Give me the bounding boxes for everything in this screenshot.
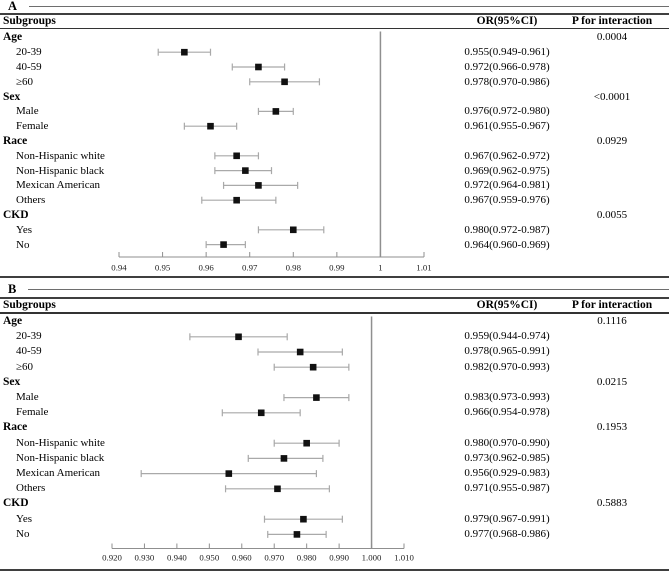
row-label: Others (16, 482, 46, 495)
point-estimate-marker (303, 439, 310, 446)
panel-b-label-rule (28, 289, 669, 290)
point-estimate-marker (258, 409, 265, 416)
or-ci-value: 0.982(0.970-0.993) (464, 360, 550, 373)
or-ci-value: 0.983(0.973-0.993) (464, 391, 550, 404)
p-interaction-value: 0.1116 (597, 315, 627, 328)
forest-plot-b (0, 314, 669, 569)
x-tick-label: 0.94 (111, 262, 127, 273)
x-tick-label: 0.99 (329, 262, 345, 273)
panel-b-label-row (0, 278, 669, 297)
row-label: Sex (3, 90, 21, 103)
panel-a-column-headers (0, 15, 669, 28)
or-ci-value: 0.967(0.959-0.976) (464, 194, 550, 207)
row-label: Non-Hispanic black (16, 164, 105, 177)
row-label: Female (16, 406, 49, 419)
or-ci-value: 0.956(0.929-0.983) (464, 467, 550, 480)
row-label: 20-39 (16, 330, 42, 343)
or-ci-value: 0.961(0.955-0.967) (464, 120, 550, 133)
point-estimate-marker (220, 241, 227, 248)
point-estimate-marker (290, 227, 297, 234)
or-ci-value: 0.972(0.966-0.978) (464, 60, 550, 73)
row-label: Mexican American (16, 179, 100, 192)
x-tick-label: 0.95 (154, 262, 171, 273)
row-label: Female (16, 120, 49, 133)
or-ci-value: 0.980(0.970-0.990) (464, 436, 550, 449)
point-estimate-marker (235, 333, 242, 340)
row-label: No (16, 527, 30, 540)
or-ci-value: 0.971(0.955-0.987) (464, 482, 550, 495)
x-tick-label: 0.98 (285, 262, 301, 273)
row-label: 20-39 (16, 46, 42, 59)
point-estimate-marker (255, 182, 262, 189)
x-tick-label: 0.990 (329, 552, 350, 562)
point-estimate-marker (274, 485, 281, 492)
row-label: Others (16, 194, 46, 207)
subgroups-header: Subgroups (3, 15, 56, 28)
or-ci-value: 0.972(0.964-0.981) (464, 179, 550, 192)
x-tick-label: 1.000 (361, 552, 382, 562)
or-ci-value: 0.955(0.949-0.961) (464, 46, 550, 59)
point-estimate-marker (255, 64, 262, 71)
panel-a-label: A (8, 0, 18, 14)
panel-a-label-rule (29, 6, 669, 7)
p-interaction-header: P for interaction (571, 299, 653, 312)
row-label: Non-Hispanic white (16, 149, 105, 162)
panel-b-label: B (8, 281, 17, 296)
or-ci-value: 0.967(0.962-0.972) (464, 149, 550, 162)
row-label: ≥60 (16, 360, 34, 373)
p-interaction-value: 0.0215 (596, 375, 628, 388)
point-estimate-marker (310, 363, 317, 370)
subgroups-header: Subgroups (3, 299, 56, 312)
or-ci-value: 0.980(0.972-0.987) (464, 223, 550, 236)
p-interaction-value: 0.0055 (596, 208, 628, 221)
row-label: Yes (16, 512, 33, 525)
p-interaction-value: 0.5883 (596, 497, 628, 510)
point-estimate-marker (273, 108, 280, 115)
point-estimate-marker (207, 123, 214, 130)
row-label: CKD (3, 208, 29, 221)
x-tick-label: 0.920 (102, 552, 122, 562)
or-ci-value: 0.976(0.972-0.980) (464, 105, 550, 118)
or-ci-value: 0.977(0.968-0.986) (464, 527, 550, 540)
x-tick-label: 1.01 (416, 262, 432, 273)
x-tick-label: 1.010 (394, 552, 414, 562)
panel-a (0, 0, 669, 278)
point-estimate-marker (281, 79, 288, 86)
row-label: Race (3, 421, 28, 434)
point-estimate-marker (294, 531, 301, 538)
row-label: Yes (16, 223, 33, 236)
point-estimate-marker (181, 49, 188, 56)
point-estimate-marker (297, 348, 304, 355)
row-label: Age (3, 31, 23, 44)
row-label: 40-59 (16, 345, 42, 358)
x-tick-label: 0.96 (198, 262, 214, 273)
panel-a-label-row (0, 0, 669, 13)
row-label: Male (16, 391, 39, 404)
point-estimate-marker (233, 197, 240, 204)
x-tick-label: 0.970 (264, 552, 285, 562)
or-ci-value: 0.979(0.967-0.991) (464, 512, 550, 525)
forest-plot-canvas (0, 29, 669, 276)
row-label: 40-59 (16, 60, 42, 73)
forest-plot-a (0, 29, 669, 276)
panel-b-bottom-rule (0, 569, 669, 571)
p-interaction-value: 0.0929 (596, 134, 628, 147)
row-label: Mexican American (16, 467, 100, 480)
row-label: Non-Hispanic black (16, 451, 105, 464)
point-estimate-marker (313, 394, 320, 401)
p-interaction-header: P for interaction (571, 15, 653, 28)
or-ci-value: 0.964(0.960-0.969) (464, 238, 550, 251)
row-label: Male (16, 105, 39, 118)
row-label: No (16, 238, 30, 251)
row-label: CKD (3, 497, 29, 510)
point-estimate-marker (226, 470, 233, 477)
or-ci-value: 0.973(0.962-0.985) (464, 451, 550, 464)
x-tick-label: 0.960 (231, 552, 252, 562)
or-ci-value: 0.978(0.965-0.991) (464, 345, 550, 358)
or-ci-value: 0.966(0.954-0.978) (464, 406, 550, 419)
x-tick-label: 1 (378, 262, 383, 273)
or-ci-header: OR(95%CI) (476, 15, 538, 28)
point-estimate-marker (233, 153, 240, 160)
or-ci-value: 0.959(0.944-0.974) (464, 330, 550, 343)
or-ci-value: 0.969(0.962-0.975) (464, 164, 550, 177)
x-tick-label: 0.980 (296, 552, 317, 562)
x-tick-label: 0.930 (134, 552, 155, 562)
row-label: Sex (3, 375, 21, 388)
point-estimate-marker (242, 167, 249, 174)
or-ci-value: 0.978(0.970-0.986) (464, 75, 550, 88)
forest-plot-canvas (0, 314, 669, 569)
point-estimate-marker (300, 515, 307, 522)
row-label: Race (3, 134, 28, 147)
row-label: Non-Hispanic white (16, 436, 105, 449)
p-interaction-value: <0.0001 (593, 90, 631, 103)
p-interaction-value: 0.1953 (596, 421, 628, 434)
x-tick-label: 0.97 (242, 262, 258, 273)
p-interaction-value: 0.0004 (596, 31, 628, 44)
row-label: ≥60 (16, 75, 34, 88)
or-ci-header: OR(95%CI) (476, 299, 538, 312)
panel-b-column-headers (0, 299, 669, 313)
panel-b (0, 278, 669, 571)
row-label: Age (3, 315, 23, 328)
x-tick-label: 0.950 (199, 552, 220, 562)
point-estimate-marker (281, 455, 288, 462)
x-tick-label: 0.940 (166, 552, 187, 562)
